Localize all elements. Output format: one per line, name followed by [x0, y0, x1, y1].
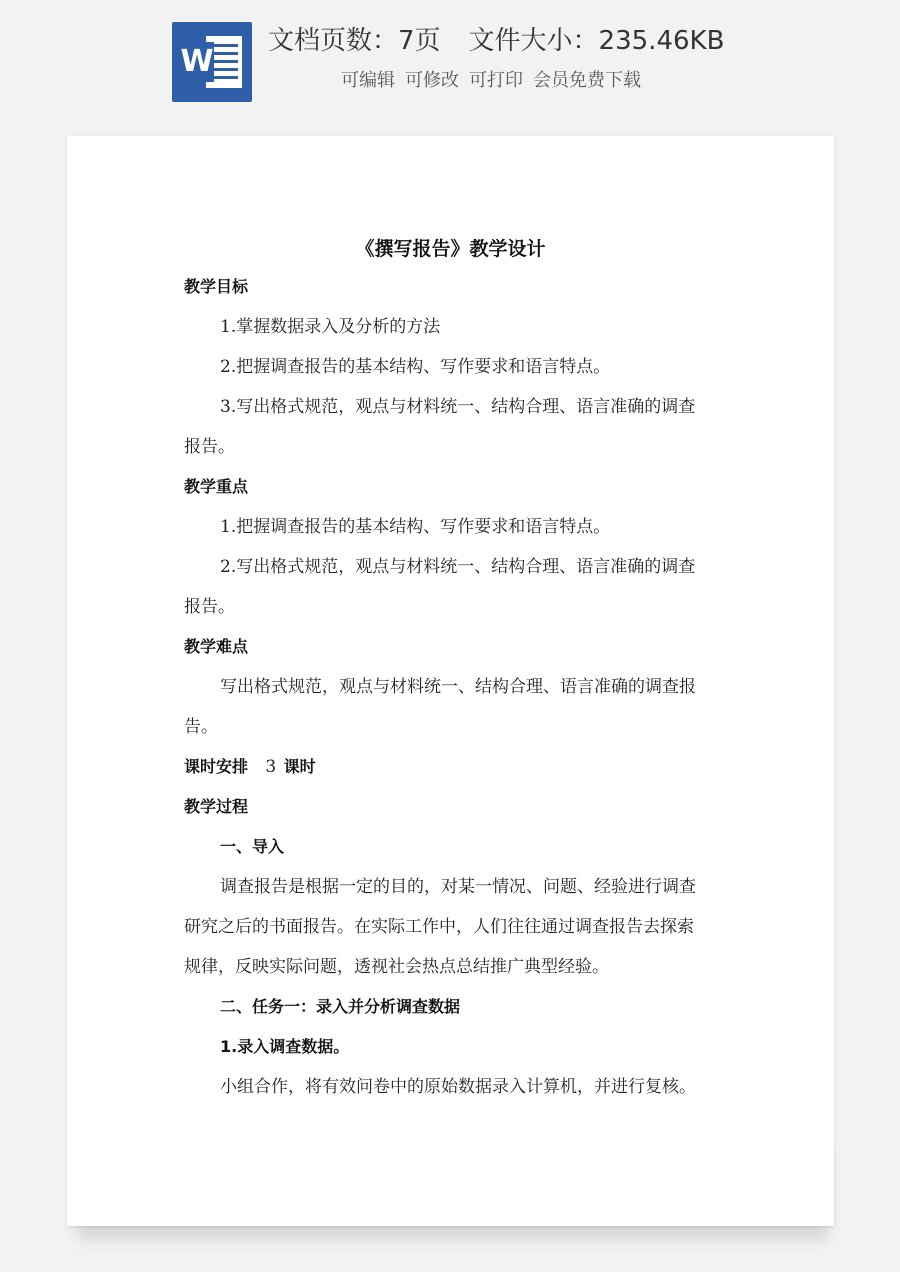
- objective-2: 2.把握调查报告的基本结构、写作要求和语言特点。: [220, 357, 611, 377]
- feature-editable: 可编辑: [341, 70, 395, 91]
- objectives-heading: 教学目标: [184, 277, 249, 296]
- schedule-unit: 课时: [283, 757, 316, 776]
- intro-line-2: 研究之后的书面报告。在实际工作中，人们往往通过调查报告去探索: [184, 917, 694, 937]
- schedule-line: [184, 757, 316, 777]
- document-title: 《撰写报告》教学设计: [355, 238, 546, 260]
- schedule-hours: 3: [265, 757, 277, 777]
- word-document-icon: W: [172, 22, 252, 102]
- feature-list: [341, 66, 651, 92]
- difficulty-heading: 教学难点: [184, 637, 249, 656]
- page-count: 文档页数：7页: [268, 26, 441, 56]
- objective-3-line-1: 3.写出格式规范，观点与材料统一、结构合理、语言准确的调查: [220, 397, 696, 417]
- document-page: [67, 136, 834, 1226]
- feature-modifiable: 可修改: [405, 70, 459, 91]
- difficulty-line-2: 告。: [184, 717, 218, 737]
- schedule-label: 课时安排: [184, 757, 249, 776]
- file-size: 文件大小：235.46KB: [468, 26, 725, 56]
- objective-1: 1.掌握数据录入及分析的方法: [220, 317, 441, 337]
- key-point-2-line-1: 2.写出格式规范，观点与材料统一、结构合理、语言准确的调查: [220, 557, 696, 577]
- difficulty-line-1: 写出格式规范，观点与材料统一、结构合理、语言准确的调查报: [220, 677, 696, 697]
- key-point-2-line-2: 报告。: [184, 597, 235, 617]
- intro-line-1: 调查报告是根据一定的目的，对某一情况、问题、经验进行调查: [220, 877, 696, 897]
- key-point-1: 1.把握调查报告的基本结构、写作要求和语言特点。: [220, 517, 611, 537]
- objective-3-line-2: 报告。: [184, 437, 235, 457]
- section-2-heading: 二、任务一：录入并分析调查数据: [220, 997, 461, 1016]
- intro-line-3: 规律，反映实际问题，透视社会热点总结推广典型经验。: [184, 957, 609, 977]
- download-banner: [0, 0, 900, 120]
- process-heading: 教学过程: [184, 797, 249, 816]
- section-1-heading: 一、导入: [220, 837, 285, 856]
- file-info: [268, 20, 724, 57]
- feature-printable: 可打印: [469, 70, 523, 91]
- step-1-heading: 1.录入调查数据。: [220, 1037, 350, 1056]
- feature-member-download: 会员免费下载: [533, 70, 641, 91]
- key-points-heading: 教学重点: [184, 477, 249, 496]
- step-1-text: 小组合作，将有效问卷中的原始数据录入计算机，并进行复核。: [220, 1077, 696, 1097]
